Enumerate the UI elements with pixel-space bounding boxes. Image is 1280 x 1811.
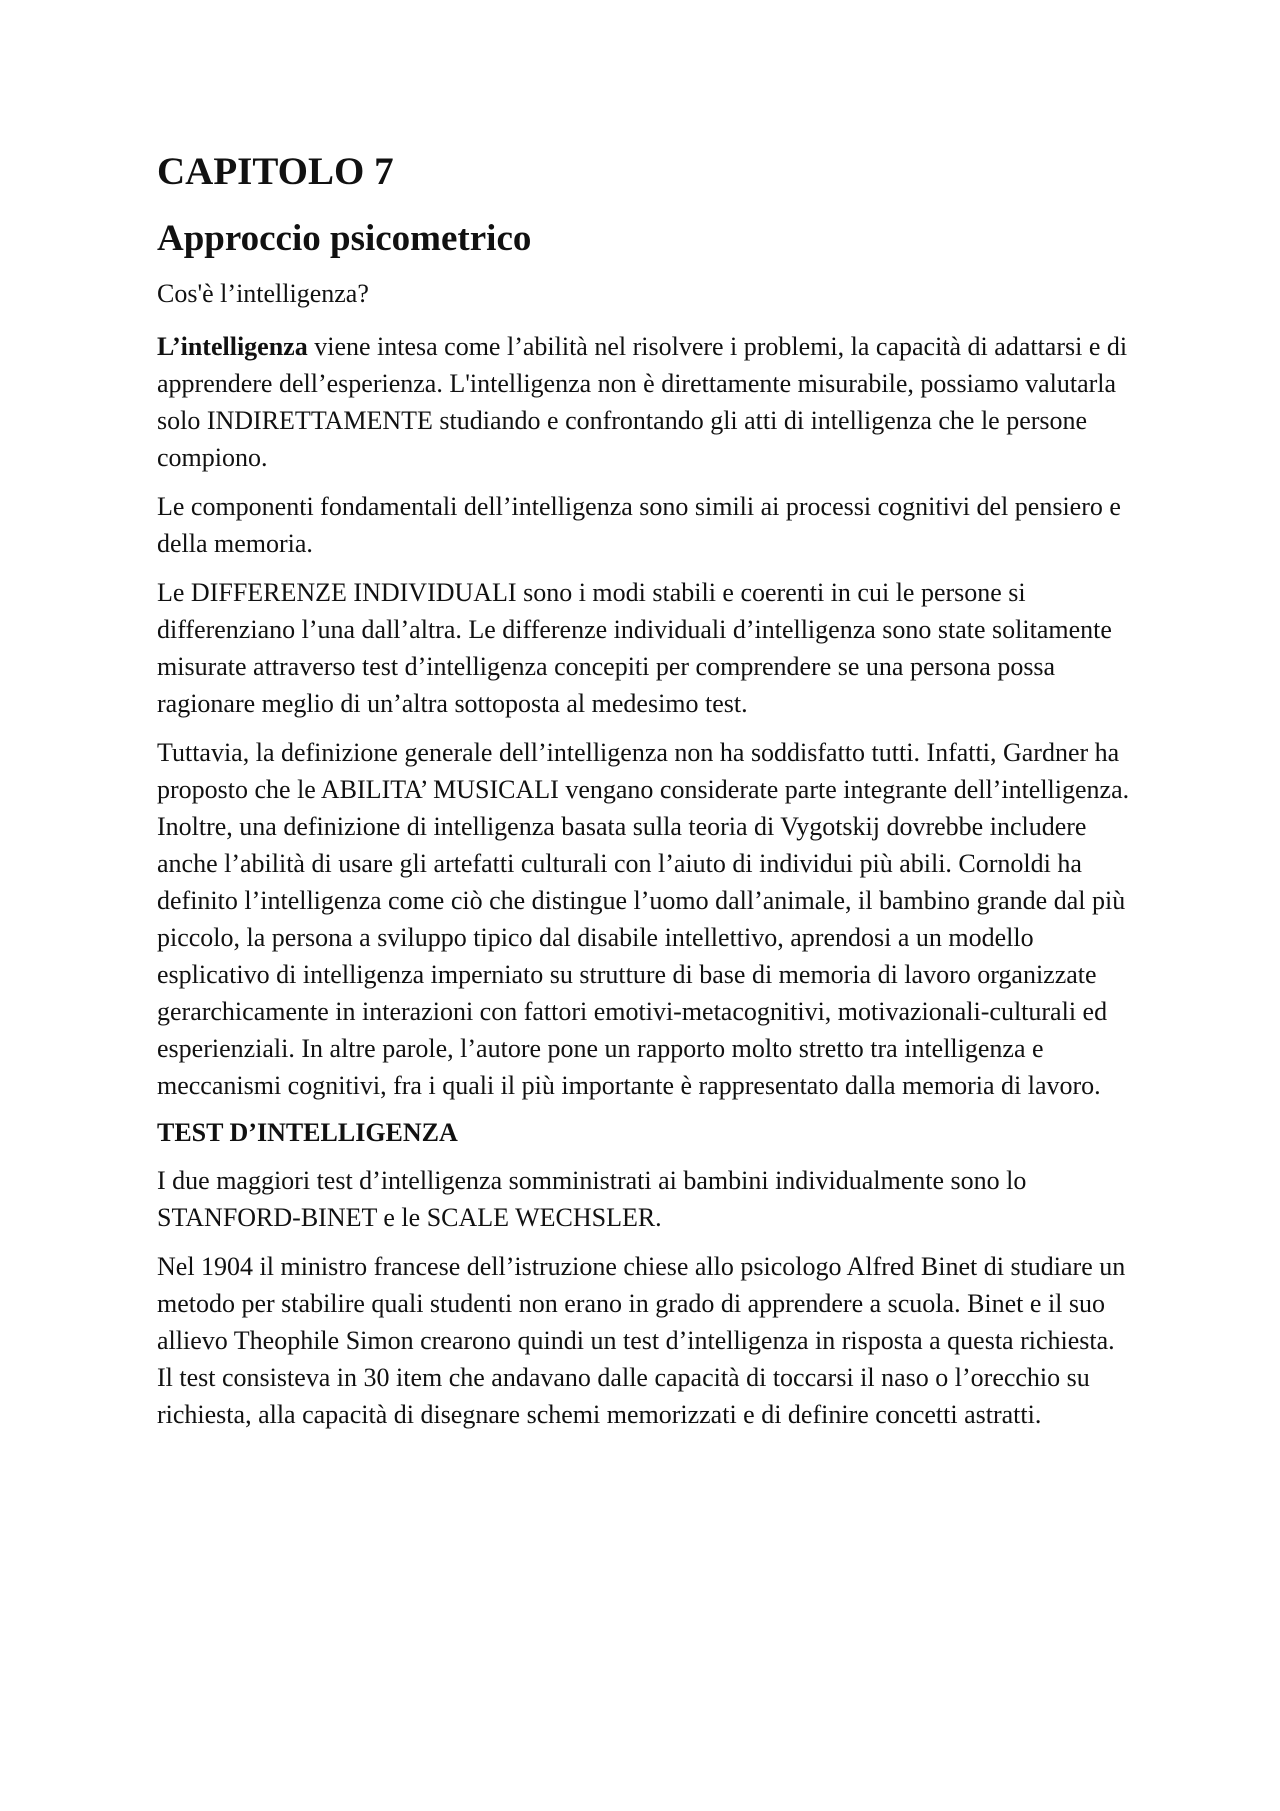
paragraph-components: Le componenti fondamentali dell’intelligenza sono simili ai processi cognitivi del pensiero e della memoria. bbox=[157, 492, 1121, 559]
section-title: Approccio psicometrico bbox=[157, 217, 532, 259]
paragraph-definitions-debate: Tuttavia, la definizione generale dell’intelligenza non ha soddisfatto tutti. Infatti, Gardner ha proposto che le ABILITA’ MUSICALI vengano considerate parte integrante dell’intelligenza. Inoltre, una definizione di intelligenza basata sulla teoria di Vygotskij dovrebbe includere anche l’abilità di usare gli artefatti culturali con l’aiuto di individui più abili. Cornoldi ha definito l’intelligenza come ciò che distingue l’uomo dall’animale, il bambino grande dal più piccolo, la persona a sviluppo tipico dal disabile intellettivo, aprendosi a un modello esplicativo di intelligenza imperniato su strutture di base di memoria di lavoro organizzate gerarchicamente in interazioni con fattori emotivi-metacognitivi, motivazionali-culturali ed esperienziali. In altre parole, l’autore pone un rapporto molto stretto tra intelligenza e meccanismi cognitivi, fra i quali il più importante è rappresentato dalla memoria di lavoro. bbox=[157, 738, 1130, 1101]
intro-question: Cos'è l’intelligenza? bbox=[157, 279, 369, 309]
chapter-title: CAPITOLO 7 bbox=[157, 150, 394, 193]
document-page bbox=[157, 150, 1137, 1445]
paragraph-major-tests: I due maggiori test d’intelligenza somministrati ai bambini individualmente sono lo STANFORD-BINET e le SCALE WECHSLER. bbox=[157, 1166, 1027, 1233]
paragraph-individual-differences: Le DIFFERENZE INDIVIDUALI sono i modi stabili e coerenti in cui le persone si differenziano l’una dall’altra. Le differenze individuali d’intelligenza sono state solitamente misurate attraverso test d’intelligenza concepiti per comprendere se una persona possa ragionare meglio di un’altra sottoposta al medesimo test. bbox=[157, 578, 1112, 719]
paragraph-binet-history: Nel 1904 il ministro francese dell’istruzione chiese allo psicologo Alfred Binet di studiare un metodo per stabilire quali studenti non erano in grado di apprendere a scuola. Binet e il suo allievo Theophile Simon crearono quindi un test d’intelligenza in risposta a questa richiesta. Il test consisteva in 30 item che andavano dalle capacità di toccarsi il naso o l’orecchio su richiesta, alla capacità di disegnare schemi memorizzati e di definire concetti astratti. bbox=[157, 1252, 1126, 1430]
test-section-heading: TEST D’INTELLIGENZA bbox=[157, 1118, 458, 1148]
paragraph-definition bbox=[157, 328, 1137, 476]
bold-term: L’intelligenza bbox=[157, 332, 308, 362]
paragraph-definition-text: viene intesa come l’abilità nel risolvere i problemi, la capacità di adattarsi e di apprendere dell’esperienza. L'intelligenza non è direttamente misurabile, possiamo valutarla solo INDIRETTAMENTE studiando e confrontando gli atti di intelligenza che le persone compiono. bbox=[157, 332, 1128, 473]
